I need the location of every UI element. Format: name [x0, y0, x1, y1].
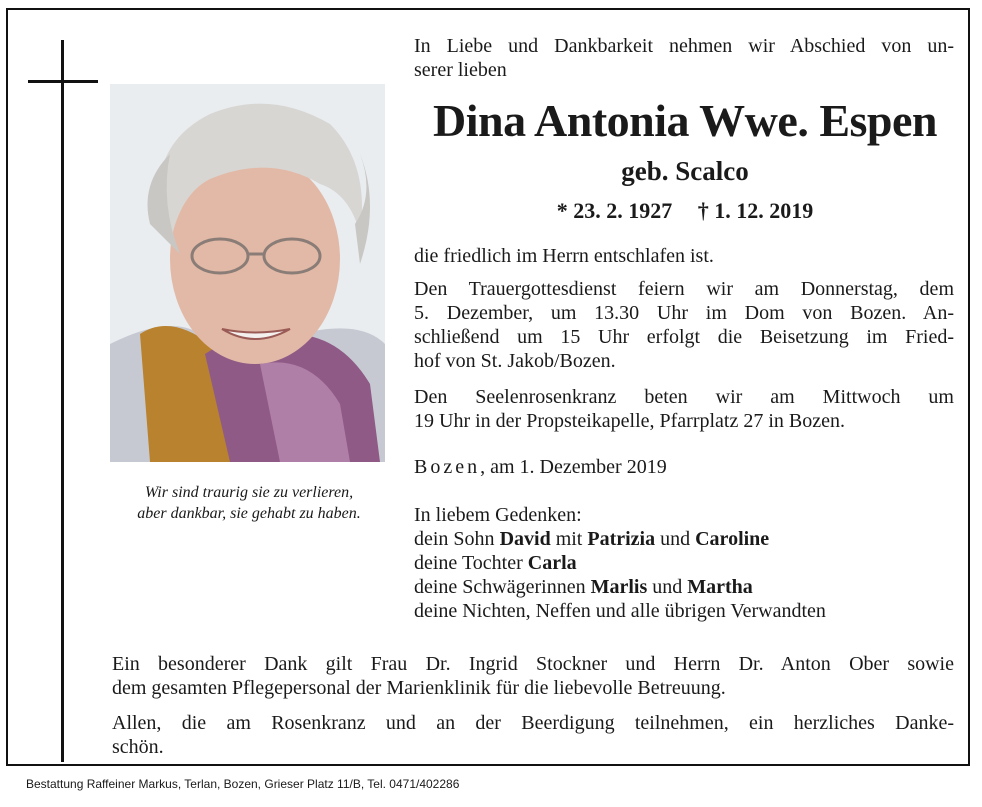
cross-icon-vertical [61, 40, 64, 762]
thanks-line: Ein besonderer Dank gilt Frau Dr. Ingrid Stockner und Herrn Dr. Anton Ober sowie [112, 653, 954, 675]
photo-caption [104, 482, 394, 524]
caption-line: Wir sind traurig sie zu verlieren, [144, 484, 354, 501]
rosary-line: 19 Uhr in der Propsteikapelle, Pfarrplatz 27 in Bozen. [414, 410, 845, 432]
mourner-line: deine Tochter Carla [414, 552, 577, 574]
passed-text: die friedlich im Herrn entschlafen ist. [414, 245, 714, 267]
place: Bozen [414, 456, 481, 478]
intro-line: serer lieben [414, 59, 507, 81]
maiden-name: geb. Scalco [621, 156, 749, 186]
mourner-name: David [499, 528, 551, 550]
thanks-line: dem gesamten Pflegepersonal der Marienklinik für die liebevolle Betreuung. [112, 677, 726, 699]
memory-title: In liebem Gedenken: [414, 504, 582, 526]
service-line: hof von St. Jakob/Bozen. [414, 350, 616, 372]
rosary-line: Den Seelenrosenkranz beten wir am Mittwoch um [414, 386, 954, 408]
life-dates [410, 197, 960, 225]
service-line: 5. Dezember, um 13.30 Uhr im Dom von Bozen. An- [414, 302, 954, 324]
service-line: schließend um 15 Uhr erfolgt die Beisetzung im Fried- [414, 326, 954, 348]
caption-line: aber dankbar, sie gehabt zu haben. [137, 505, 361, 522]
deceased-name: Dina Antonia Wwe. Espen [432, 95, 937, 146]
service-paragraph [414, 277, 954, 373]
funeral-home-footer: Bestattung Raffeiner Markus, Terlan, Bozen, Grieser Platz 11/B, Tel. 0471/402286 [26, 777, 460, 791]
service-line: Den Trauergottesdienst feiern wir am Donnerstag, dem [414, 278, 954, 300]
place-date [414, 455, 954, 479]
date: , am 1. Dezember 2019 [480, 456, 667, 478]
mourner-line: deine Nichten, Neffen und alle übrigen Verwandten [414, 600, 826, 622]
mourner-name: Marlis [590, 576, 648, 598]
mourner-name: Carla [527, 552, 577, 574]
birth-date: * 23. 2. 1927 [556, 198, 673, 223]
thanks-paragraph [112, 652, 954, 700]
mourner-name: Caroline [695, 528, 770, 550]
thanks2-paragraph [112, 711, 954, 759]
mourner-name: Martha [687, 576, 753, 598]
portrait-photo [110, 84, 385, 462]
rosary-paragraph [414, 385, 954, 433]
intro-line: In Liebe und Dankbarkeit nehmen wir Abschied von un- [414, 35, 954, 57]
intro-text [414, 34, 954, 82]
mourner-name: Patrizia [587, 528, 656, 550]
thanks2-line: schön. [112, 736, 164, 758]
death-date: † 1. 12. 2019 [697, 198, 814, 223]
mourner-line: dein Sohn David mit Patrizia und Caroline [414, 528, 770, 550]
mourner-line: deine Schwägerinnen Marlis und Martha [414, 576, 753, 598]
cross-icon-horizontal [28, 80, 98, 83]
thanks2-line: Allen, die am Rosenkranz und an der Beerdigung teilnehmen, ein herzliches Danke- [112, 712, 954, 734]
mourners-block [414, 503, 954, 623]
